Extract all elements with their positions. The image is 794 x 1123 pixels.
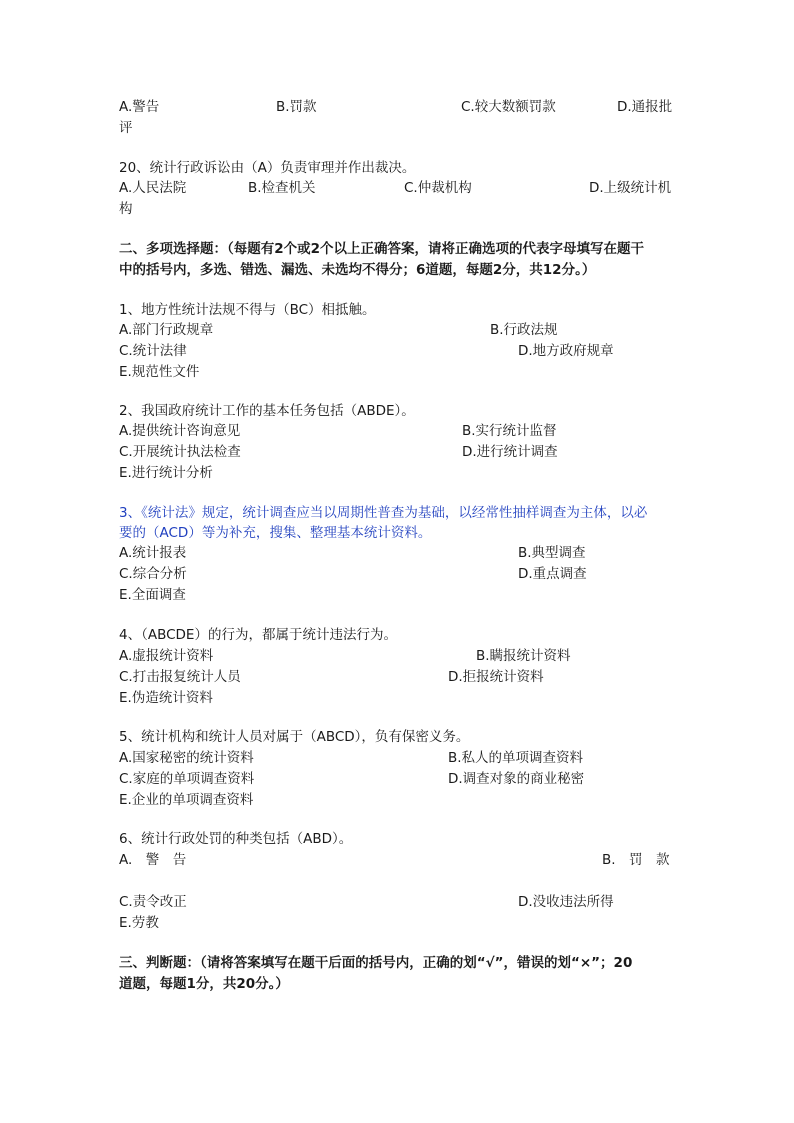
m3-option-a: A.统计报表 xyxy=(119,545,187,561)
q20-option-b: B.检查机关 xyxy=(248,180,316,196)
m2-option-a: A.提供统计咨询意见 xyxy=(119,423,241,439)
m2-option-b: B.实行统计监督 xyxy=(462,423,557,439)
m2-stem: 2、我国政府统计工作的基本任务包括（ABDE）。 xyxy=(119,403,415,419)
m5-option-c: C.家庭的单项调查资料 xyxy=(119,771,255,787)
m4-option-c: C.打击报复统计人员 xyxy=(119,669,241,685)
m6-option-b: B. 罚 款 xyxy=(602,852,670,868)
q20-option-c: C.仲裁机构 xyxy=(404,180,472,196)
m4-option-b: B.瞒报统计资料 xyxy=(476,648,571,664)
m6-option-c: C.责令改正 xyxy=(119,894,187,910)
m5-option-d: D.调查对象的商业秘密 xyxy=(448,771,585,787)
q20-option-d: D.上级统计机 xyxy=(589,180,672,196)
m2-option-e: E.进行统计分析 xyxy=(119,465,213,481)
m1-stem: 1、地方性统计法规不得与（BC）相抵触。 xyxy=(119,302,376,318)
m5-option-b: B.私人的单项调查资料 xyxy=(448,750,584,766)
m1-option-e: E.规范性文件 xyxy=(119,364,200,380)
m4-option-e: E.伪造统计资料 xyxy=(119,690,213,706)
m6-option-d: D.没收违法所得 xyxy=(518,894,614,910)
section2-heading-line1: 二、多项选择题：（每题有2个或2个以上正确答案，请将正确选项的代表字母填写在题干 xyxy=(119,241,645,257)
m3-stem-line1: 3、《统计法》规定，统计调查应当以周期性普查为基础，以经常性抽样调查为主体，以必 xyxy=(119,505,648,521)
q19-option-d: D.通报批 xyxy=(617,99,673,115)
m3-option-c: C.综合分析 xyxy=(119,566,187,582)
q19-option-c: C.较大数额罚款 xyxy=(461,99,556,115)
m3-stem-line2: 要的（ACD）等为补充，搜集、整理基本统计资料。 xyxy=(119,525,432,541)
m2-option-c: C.开展统计执法检查 xyxy=(119,444,241,460)
q20-stem: 20、统计行政诉讼由（A）负责审理并作出裁决。 xyxy=(119,160,416,176)
section3-heading-line2: 道题，每题1分，共20分。） xyxy=(119,976,289,992)
m5-option-a: A.国家秘密的统计资料 xyxy=(119,750,254,766)
q19-option-b: B.罚款 xyxy=(276,99,317,115)
m1-option-a: A.部门行政规章 xyxy=(119,322,214,338)
section3-heading-line1: 三、判断题：（请将答案填写在题干后面的括号内，正确的划“√”，错误的划“×”；20 xyxy=(119,955,633,971)
m1-option-d: D.地方政府规章 xyxy=(518,343,614,359)
m3-option-b: B.典型调查 xyxy=(518,545,586,561)
m1-option-c: C.统计法律 xyxy=(119,343,187,359)
section2-heading-line2: 中的括号内，多选、错选、漏选、未选均不得分；6道题，每题2分，共12分。） xyxy=(119,262,596,278)
m1-option-b: B.行政法规 xyxy=(490,322,558,338)
m4-stem: 4、（ABCDE）的行为，都属于统计违法行为。 xyxy=(119,627,397,643)
m3-option-e: E.全面调查 xyxy=(119,587,186,603)
q20-option-d-wrap: 构 xyxy=(119,201,133,217)
m6-option-e: E.劳教 xyxy=(119,915,159,931)
m5-stem: 5、统计机构和统计人员对属于（ABCD），负有保密义务。 xyxy=(119,729,470,745)
m3-option-d: D.重点调查 xyxy=(518,566,587,582)
q20-option-a: A.人民法院 xyxy=(119,180,187,196)
m4-option-a: A.虚报统计资料 xyxy=(119,648,214,664)
m2-option-d: D.进行统计调查 xyxy=(462,444,558,460)
m6-stem: 6、统计行政处罚的种类包括（ABD）。 xyxy=(119,831,353,847)
q19-option-d-wrap: 评 xyxy=(119,120,133,136)
q19-option-a: A.警告 xyxy=(119,99,160,115)
m5-option-e: E.企业的单项调查资料 xyxy=(119,792,254,808)
m6-option-a: A. 警 告 xyxy=(119,852,187,868)
m4-option-d: D.拒报统计资料 xyxy=(448,669,544,685)
